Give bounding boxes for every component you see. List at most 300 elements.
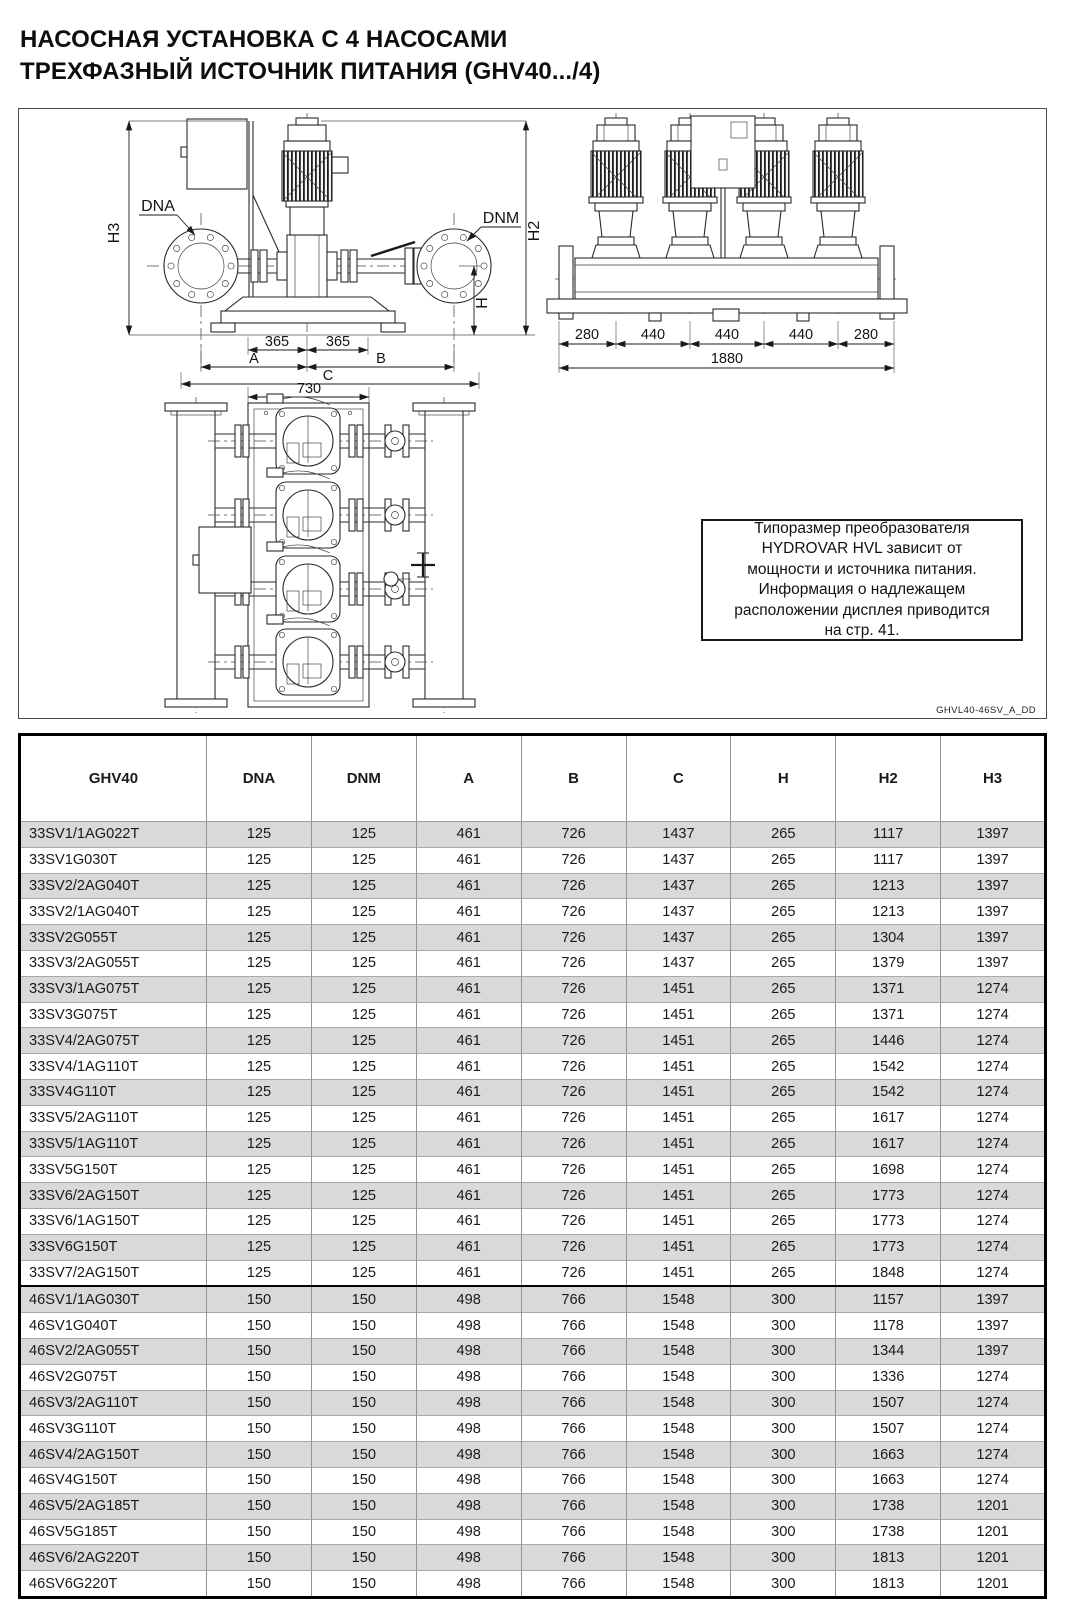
dimension-cell: 150 <box>311 1364 416 1390</box>
dimension-cell: 125 <box>311 1234 416 1260</box>
dnm-label: DNM <box>482 210 520 227</box>
dimension-cell: 150 <box>311 1519 416 1545</box>
dimension-cell: 1548 <box>626 1571 731 1598</box>
dimension-cell: 1773 <box>836 1208 941 1234</box>
dimension-cell: 125 <box>207 976 312 1002</box>
table-row <box>20 1105 1046 1131</box>
dimension-cell: 1542 <box>836 1079 941 1105</box>
model-cell: 33SV6G150T <box>20 1234 207 1260</box>
dimension-cell: 498 <box>416 1313 521 1339</box>
dimension-cell: 300 <box>731 1390 836 1416</box>
dimension-cell: 1117 <box>836 847 941 873</box>
dimension-cell: 125 <box>207 1157 312 1183</box>
dimension-cell: 498 <box>416 1467 521 1493</box>
table-row <box>20 1079 1046 1105</box>
dimension-cell: 125 <box>311 1260 416 1286</box>
dimension-cell: 125 <box>311 976 416 1002</box>
dimension-cell: 726 <box>521 950 626 976</box>
dimension-cell: 125 <box>207 1105 312 1131</box>
dimension-cell: 1548 <box>626 1313 731 1339</box>
dimension-cell: 300 <box>731 1313 836 1339</box>
dimension-cell: 1548 <box>626 1519 731 1545</box>
dimension-cell: 726 <box>521 1054 626 1080</box>
dimension-cell: 1507 <box>836 1390 941 1416</box>
dimension-cell: 1274 <box>941 1105 1046 1131</box>
drawing-code-caption: GHVL40-46SV_A_DD <box>936 705 1036 716</box>
dimension-cell: 125 <box>311 1157 416 1183</box>
dimension-cell: 265 <box>731 1002 836 1028</box>
fv-dim-total: 1880 <box>710 351 744 367</box>
dimension-cell: 300 <box>731 1416 836 1442</box>
dimension-cell: 1548 <box>626 1442 731 1468</box>
column-header-dna: DNA <box>207 735 312 822</box>
table-row <box>20 1364 1046 1390</box>
model-cell: 46SV4G150T <box>20 1467 207 1493</box>
dimension-cell: 498 <box>416 1338 521 1364</box>
dimension-cell: 726 <box>521 873 626 899</box>
dimension-cell: 1274 <box>941 1234 1046 1260</box>
dimension-cell: 726 <box>521 1105 626 1131</box>
dimension-cell: 1548 <box>626 1390 731 1416</box>
dimension-cell: 1336 <box>836 1364 941 1390</box>
dimension-cell: 1813 <box>836 1571 941 1598</box>
dimension-cell: 1451 <box>626 1157 731 1183</box>
dimension-cell: 265 <box>731 1234 836 1260</box>
dimension-cell: 1446 <box>836 1028 941 1054</box>
dimension-cell: 726 <box>521 1208 626 1234</box>
model-cell: 46SV5G185T <box>20 1519 207 1545</box>
model-cell: 33SV6/1AG150T <box>20 1208 207 1234</box>
model-cell: 33SV3G075T <box>20 1002 207 1028</box>
model-cell: 33SV4/2AG075T <box>20 1028 207 1054</box>
dimension-cell: 125 <box>311 1131 416 1157</box>
table-row <box>20 1519 1046 1545</box>
dim-365-left: 365 <box>264 334 290 350</box>
table-row <box>20 847 1046 873</box>
dimension-cell: 150 <box>311 1545 416 1571</box>
dimension-cell: 125 <box>207 950 312 976</box>
dimension-cell: 1397 <box>941 1286 1046 1312</box>
dimension-cell: 150 <box>207 1313 312 1339</box>
fv-dim-0: 280 <box>574 327 600 343</box>
dimension-cell: 1813 <box>836 1545 941 1571</box>
dimension-cell: 1274 <box>941 1442 1046 1468</box>
dimension-cell: 1451 <box>626 1131 731 1157</box>
dimension-cell: 125 <box>207 1183 312 1209</box>
dimension-cell: 461 <box>416 873 521 899</box>
dimension-table-body <box>20 822 1046 1598</box>
dimension-cell: 726 <box>521 925 626 951</box>
dimension-cell: 766 <box>521 1545 626 1571</box>
dim-a-label: A <box>249 351 259 367</box>
model-cell: 33SV4G110T <box>20 1079 207 1105</box>
dimension-cell: 1451 <box>626 1002 731 1028</box>
note-line: расположении дисплея приводится <box>734 601 990 619</box>
dimension-cell: 125 <box>311 925 416 951</box>
dimension-cell: 1201 <box>941 1571 1046 1598</box>
dimension-cell: 1371 <box>836 976 941 1002</box>
dimension-cell: 125 <box>311 1208 416 1234</box>
dimension-cell: 150 <box>311 1338 416 1364</box>
table-row <box>20 1208 1046 1234</box>
dimension-cell: 150 <box>207 1467 312 1493</box>
dimension-cell: 125 <box>311 822 416 848</box>
fv-dim-2: 440 <box>714 327 740 343</box>
dimension-cell: 726 <box>521 899 626 925</box>
dimension-cell: 150 <box>207 1545 312 1571</box>
model-cell: 33SV3/2AG055T <box>20 950 207 976</box>
dimension-cell: 150 <box>311 1467 416 1493</box>
dimension-cell: 125 <box>311 1079 416 1105</box>
dimension-cell: 1274 <box>941 1390 1046 1416</box>
dimension-cell: 1397 <box>941 1338 1046 1364</box>
dimension-cell: 461 <box>416 1105 521 1131</box>
model-cell: 46SV3/2AG110T <box>20 1390 207 1416</box>
h3-dim-label: H3 <box>106 222 123 244</box>
dimension-cell: 461 <box>416 1054 521 1080</box>
dimension-cell: 1548 <box>626 1545 731 1571</box>
dimension-cell: 766 <box>521 1286 626 1312</box>
note-line: HYDROVAR HVL зависит от <box>761 540 963 557</box>
h2-dim-label: H2 <box>526 220 543 242</box>
dimension-cell: 766 <box>521 1519 626 1545</box>
dimension-cell: 1397 <box>941 899 1046 925</box>
model-cell: 33SV5/1AG110T <box>20 1131 207 1157</box>
dimension-cell: 265 <box>731 899 836 925</box>
dimension-cell: 150 <box>207 1390 312 1416</box>
dimension-cell: 1437 <box>626 873 731 899</box>
dimension-cell: 1437 <box>626 950 731 976</box>
page-title-line2: ТРЕХФАЗНЫЙ ИСТОЧНИК ПИТАНИЯ (GHV40.../4) <box>20 58 601 85</box>
dimension-cell: 1274 <box>941 1260 1046 1286</box>
dimension-cell: 1451 <box>626 1260 731 1286</box>
model-cell: 46SV2G075T <box>20 1364 207 1390</box>
dimension-cell: 726 <box>521 822 626 848</box>
model-cell: 46SV1/1AG030T <box>20 1286 207 1312</box>
dimension-cell: 265 <box>731 1028 836 1054</box>
dimension-cell: 265 <box>731 1208 836 1234</box>
dimension-cell: 461 <box>416 1260 521 1286</box>
table-row <box>20 1338 1046 1364</box>
dimension-cell: 265 <box>731 873 836 899</box>
column-header-h2: H2 <box>836 735 941 822</box>
dimension-cell: 1848 <box>836 1260 941 1286</box>
column-header-h: H <box>731 735 836 822</box>
dimension-cell: 150 <box>311 1313 416 1339</box>
table-row <box>20 1260 1046 1286</box>
dimension-cell: 125 <box>207 1260 312 1286</box>
table-row <box>20 976 1046 1002</box>
dimension-cell: 766 <box>521 1416 626 1442</box>
dimension-cell: 1437 <box>626 925 731 951</box>
model-cell: 33SV5G150T <box>20 1157 207 1183</box>
column-header-ghv40: GHV40 <box>20 735 207 822</box>
dimension-cell: 1437 <box>626 899 731 925</box>
dimension-cell: 1274 <box>941 1183 1046 1209</box>
dimension-cell: 150 <box>311 1416 416 1442</box>
dimension-cell: 726 <box>521 1079 626 1105</box>
dimension-cell: 766 <box>521 1442 626 1468</box>
dimension-cell: 726 <box>521 1260 626 1286</box>
dimension-cell: 461 <box>416 1002 521 1028</box>
dimension-cell: 125 <box>311 1002 416 1028</box>
dimension-cell: 726 <box>521 1234 626 1260</box>
model-cell: 46SV6/2AG220T <box>20 1545 207 1571</box>
dim-730-label: 730 <box>296 381 322 397</box>
fv-dim-3: 440 <box>788 327 814 343</box>
note-line: мощности и источника питания. <box>747 560 977 578</box>
dimension-cell: 150 <box>207 1442 312 1468</box>
dimension-cell: 265 <box>731 1131 836 1157</box>
table-row <box>20 1157 1046 1183</box>
table-row <box>20 1054 1046 1080</box>
dimension-cell: 766 <box>521 1571 626 1598</box>
dimension-cell: 1663 <box>836 1467 941 1493</box>
model-cell: 33SV7/2AG150T <box>20 1260 207 1286</box>
dimension-cell: 125 <box>311 1105 416 1131</box>
table-row <box>20 1467 1046 1493</box>
dimension-cell: 265 <box>731 822 836 848</box>
table-row <box>20 950 1046 976</box>
dimension-cell: 1274 <box>941 1054 1046 1080</box>
dimension-cell: 300 <box>731 1545 836 1571</box>
dimension-cell: 1617 <box>836 1105 941 1131</box>
dna-label: DNA <box>141 198 175 215</box>
table-row <box>20 873 1046 899</box>
dimension-cell: 1274 <box>941 1467 1046 1493</box>
dimension-cell: 125 <box>311 847 416 873</box>
dimension-cell: 150 <box>311 1390 416 1416</box>
dimension-cell: 1344 <box>836 1338 941 1364</box>
dimension-cell: 461 <box>416 1157 521 1183</box>
dimension-cell: 498 <box>416 1442 521 1468</box>
dimension-cell: 461 <box>416 950 521 976</box>
dimension-cell: 766 <box>521 1390 626 1416</box>
model-cell: 33SV4/1AG110T <box>20 1054 207 1080</box>
dimension-cell: 300 <box>731 1519 836 1545</box>
dimension-cell: 150 <box>311 1493 416 1519</box>
table-row <box>20 1545 1046 1571</box>
dimension-cell: 150 <box>311 1442 416 1468</box>
dimension-cell: 498 <box>416 1493 521 1519</box>
dimension-cell: 1397 <box>941 1313 1046 1339</box>
dimension-cell: 125 <box>207 822 312 848</box>
h-dim-label: H <box>474 297 491 309</box>
dimension-cell: 125 <box>311 1054 416 1080</box>
table-row <box>20 1571 1046 1598</box>
side-view-drawing <box>106 113 543 389</box>
dimension-cell: 461 <box>416 976 521 1002</box>
dimension-cell: 726 <box>521 847 626 873</box>
dimension-cell: 265 <box>731 1079 836 1105</box>
dimension-cell: 1548 <box>626 1286 731 1312</box>
dimension-cell: 125 <box>207 1208 312 1234</box>
table-row <box>20 1416 1046 1442</box>
dimension-cell: 1548 <box>626 1493 731 1519</box>
dimension-cell: 1451 <box>626 1183 731 1209</box>
dimension-cell: 1213 <box>836 873 941 899</box>
dimension-cell: 726 <box>521 1183 626 1209</box>
dimension-cell: 1451 <box>626 1079 731 1105</box>
dimension-cell: 150 <box>207 1338 312 1364</box>
dimension-cell: 1397 <box>941 925 1046 951</box>
model-cell: 46SV1G040T <box>20 1313 207 1339</box>
dimension-cell: 461 <box>416 1183 521 1209</box>
dimension-cell: 1274 <box>941 1079 1046 1105</box>
table-row <box>20 1183 1046 1209</box>
model-cell: 33SV5/2AG110T <box>20 1105 207 1131</box>
table-row <box>20 1493 1046 1519</box>
dimension-cell: 1304 <box>836 925 941 951</box>
fv-dim-1: 440 <box>640 327 666 343</box>
dim-b-label: B <box>376 351 386 367</box>
dimension-cell: 125 <box>311 899 416 925</box>
dimension-cell: 1738 <box>836 1519 941 1545</box>
dimension-cell: 1548 <box>626 1416 731 1442</box>
dimension-cell: 461 <box>416 1079 521 1105</box>
dimension-cell: 726 <box>521 1157 626 1183</box>
dimension-cell: 300 <box>731 1467 836 1493</box>
dimension-cell: 125 <box>207 1079 312 1105</box>
dimension-cell: 1451 <box>626 1105 731 1131</box>
dimension-cell: 1274 <box>941 1131 1046 1157</box>
dimension-cell: 1451 <box>626 1234 731 1260</box>
dimension-cell: 461 <box>416 1028 521 1054</box>
hydrovar-note-box <box>701 519 1023 641</box>
model-cell: 46SV6G220T <box>20 1571 207 1598</box>
dim-365-right: 365 <box>325 334 351 350</box>
dimension-cell: 1738 <box>836 1493 941 1519</box>
dimension-cell: 1371 <box>836 1002 941 1028</box>
dimension-cell: 766 <box>521 1313 626 1339</box>
note-line: Типоразмер преобразователя <box>754 519 970 537</box>
column-header-dnm: DNM <box>311 735 416 822</box>
dimension-cell: 1451 <box>626 1028 731 1054</box>
dimension-cell: 1397 <box>941 822 1046 848</box>
dimension-cell: 265 <box>731 976 836 1002</box>
dimension-cell: 726 <box>521 976 626 1002</box>
model-cell: 33SV2/2AG040T <box>20 873 207 899</box>
table-row <box>20 1313 1046 1339</box>
dimension-cell: 1451 <box>626 1208 731 1234</box>
page-title <box>20 24 1030 88</box>
dimension-cell: 1663 <box>836 1442 941 1468</box>
dimension-cell: 125 <box>207 925 312 951</box>
dimension-cell: 461 <box>416 899 521 925</box>
dimension-cell: 1507 <box>836 1416 941 1442</box>
dimension-cell: 461 <box>416 847 521 873</box>
dimension-cell: 1201 <box>941 1519 1046 1545</box>
dimension-cell: 265 <box>731 925 836 951</box>
dimension-cell: 125 <box>207 1234 312 1260</box>
model-cell: 33SV2/1AG040T <box>20 899 207 925</box>
dimension-cell: 265 <box>731 1260 836 1286</box>
dimension-cell: 1548 <box>626 1364 731 1390</box>
table-row <box>20 822 1046 848</box>
dimension-cell: 1451 <box>626 1054 731 1080</box>
dimension-cell: 1274 <box>941 1002 1046 1028</box>
dimension-cell: 265 <box>731 1183 836 1209</box>
dimension-cell: 461 <box>416 822 521 848</box>
dimension-cell: 300 <box>731 1338 836 1364</box>
dimension-cell: 461 <box>416 1234 521 1260</box>
dimension-cell: 150 <box>207 1364 312 1390</box>
dimension-cell: 150 <box>311 1571 416 1598</box>
dimension-cell: 726 <box>521 1131 626 1157</box>
table-header-row <box>20 735 1046 822</box>
dimension-cell: 125 <box>311 1183 416 1209</box>
dimension-cell: 125 <box>207 1131 312 1157</box>
dimension-cell: 1117 <box>836 822 941 848</box>
dimension-cell: 150 <box>207 1416 312 1442</box>
dimension-cell: 150 <box>207 1519 312 1545</box>
model-cell: 46SV5/2AG185T <box>20 1493 207 1519</box>
fv-dim-4: 280 <box>853 327 879 343</box>
dimension-cell: 1379 <box>836 950 941 976</box>
dimension-cell: 1437 <box>626 822 731 848</box>
dimension-cell: 461 <box>416 1131 521 1157</box>
front-view-drawing <box>547 113 907 373</box>
technical-drawing-panel <box>18 108 1047 719</box>
dimension-cell: 498 <box>416 1519 521 1545</box>
dimension-cell: 1397 <box>941 950 1046 976</box>
dimension-cell: 1617 <box>836 1131 941 1157</box>
dimension-cell: 300 <box>731 1571 836 1598</box>
dimension-cell: 1201 <box>941 1545 1046 1571</box>
table-row <box>20 925 1046 951</box>
dimensions-table <box>18 733 1047 1599</box>
dimension-cell: 1773 <box>836 1183 941 1209</box>
dimension-cell: 1437 <box>626 847 731 873</box>
dimension-cell: 461 <box>416 925 521 951</box>
dimension-cell: 125 <box>207 873 312 899</box>
table-row <box>20 899 1046 925</box>
dimension-cell: 1213 <box>836 899 941 925</box>
dimension-cell: 766 <box>521 1338 626 1364</box>
dimension-cell: 300 <box>731 1286 836 1312</box>
dimension-cell: 1773 <box>836 1234 941 1260</box>
dimension-cell: 1274 <box>941 1416 1046 1442</box>
note-line: Информация о надлежащем <box>758 581 966 598</box>
column-header-h3: H3 <box>941 735 1046 822</box>
dimension-cell: 498 <box>416 1286 521 1312</box>
model-cell: 46SV4/2AG150T <box>20 1442 207 1468</box>
dimension-cell: 265 <box>731 1054 836 1080</box>
dimension-cell: 125 <box>207 1054 312 1080</box>
column-header-b: B <box>521 735 626 822</box>
dimension-cell: 265 <box>731 847 836 873</box>
dimension-cell: 498 <box>416 1545 521 1571</box>
dimension-cell: 1548 <box>626 1467 731 1493</box>
dimension-cell: 1274 <box>941 1364 1046 1390</box>
dimension-cell: 1201 <box>941 1493 1046 1519</box>
dimension-cell: 1542 <box>836 1054 941 1080</box>
model-cell: 33SV3/1AG075T <box>20 976 207 1002</box>
dimensions-table-wrap <box>18 733 1047 1599</box>
model-cell: 33SV1/1AG022T <box>20 822 207 848</box>
table-row <box>20 1390 1046 1416</box>
column-header-c: C <box>626 735 731 822</box>
dimension-cell: 1274 <box>941 1028 1046 1054</box>
dimension-cell: 1451 <box>626 976 731 1002</box>
dimension-cell: 766 <box>521 1364 626 1390</box>
dimension-cell: 125 <box>207 899 312 925</box>
page-title-line1: НАСОСНАЯ УСТАНОВКА С 4 НАСОСАМИ <box>20 26 508 53</box>
dimension-cell: 125 <box>311 873 416 899</box>
note-line: на стр. 41. <box>824 622 900 639</box>
dimension-cell: 150 <box>207 1286 312 1312</box>
dimension-cell: 150 <box>207 1493 312 1519</box>
